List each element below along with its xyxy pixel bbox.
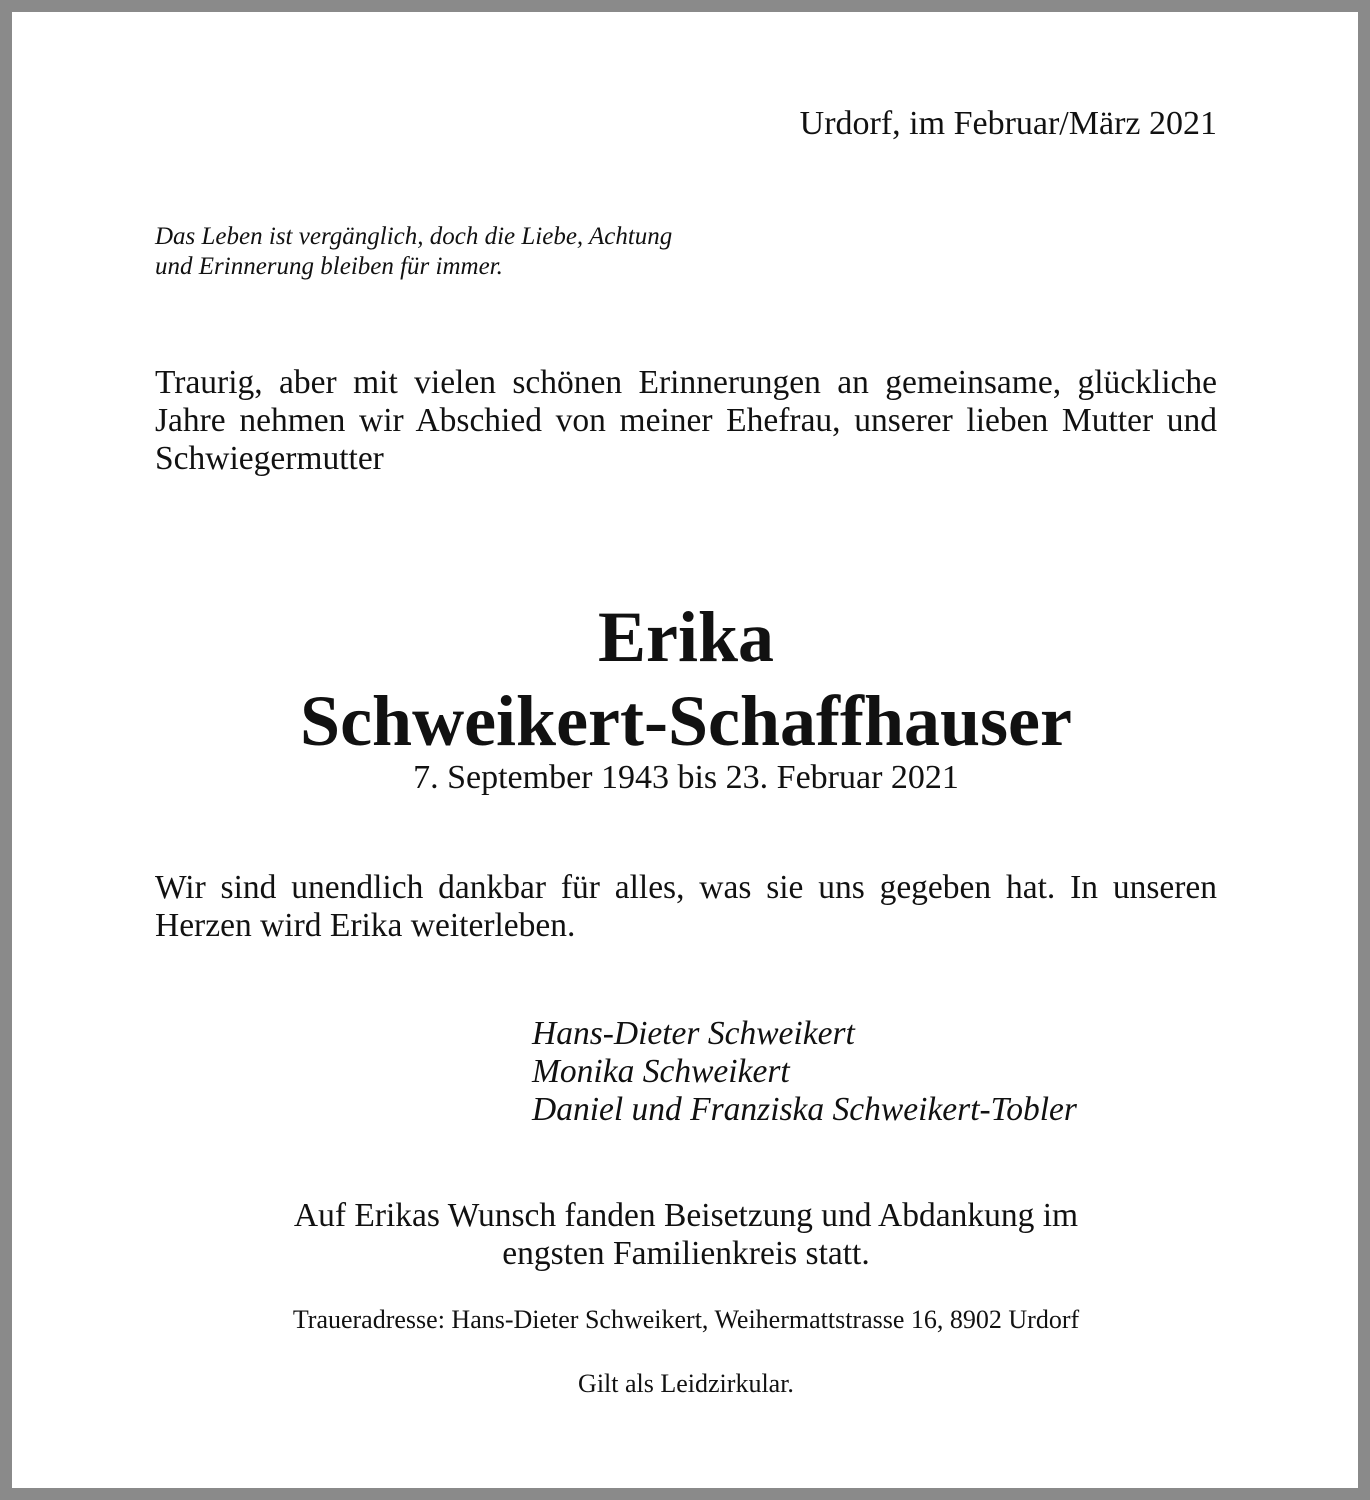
- mourner-name: Monika Schweikert: [532, 1053, 790, 1090]
- motto-quote: [155, 222, 855, 282]
- motto-line: und Erinnerung bleiben für immer.: [155, 253, 503, 280]
- motto-line: Das Leben ist vergänglich, doch die Liebe, Achtung: [155, 223, 673, 250]
- deceased-last-name: Schweikert-Schaffhauser: [300, 681, 1072, 761]
- service-line: engsten Familienkreis statt.: [502, 1235, 870, 1272]
- mourners-list: [532, 1015, 1077, 1129]
- circular-note: Gilt als Leidzirkular.: [578, 1369, 794, 1398]
- place-date: Urdorf, im Februar/März 2021: [799, 105, 1217, 142]
- obituary-page: [12, 12, 1358, 1488]
- deceased-first-name: Erika: [597, 597, 775, 677]
- service-info: [155, 1197, 1217, 1273]
- obituary-content: [155, 12, 1217, 1488]
- thanks-paragraph: Wir sind unendlich dankbar für alles, was sie uns gegeben hat. In unseren Herzen wird Erika weiterleben.: [155, 869, 1217, 944]
- mourning-address: Traueradresse: Hans-Dieter Schweikert, Weihermattstrasse 16, 8902 Urdorf: [292, 1305, 1080, 1334]
- intro-paragraph: Traurig, aber mit vielen schönen Erinnerungen an gemeinsame, glückliche Jahre nehmen wir Abschied von meiner Ehefrau, unserer lieben Mutter und Schwiegermutter: [155, 364, 1217, 477]
- deceased-name: [155, 595, 1217, 763]
- mourner-name: Hans-Dieter Schweikert: [532, 1015, 855, 1052]
- lifespan-dates: 7. September 1943 bis 23. Februar 2021: [413, 759, 959, 796]
- mourner-name: Daniel und Franziska Schweikert-Tobler: [532, 1091, 1077, 1128]
- service-line: Auf Erikas Wunsch fanden Beisetzung und Abdankung im: [293, 1197, 1079, 1234]
